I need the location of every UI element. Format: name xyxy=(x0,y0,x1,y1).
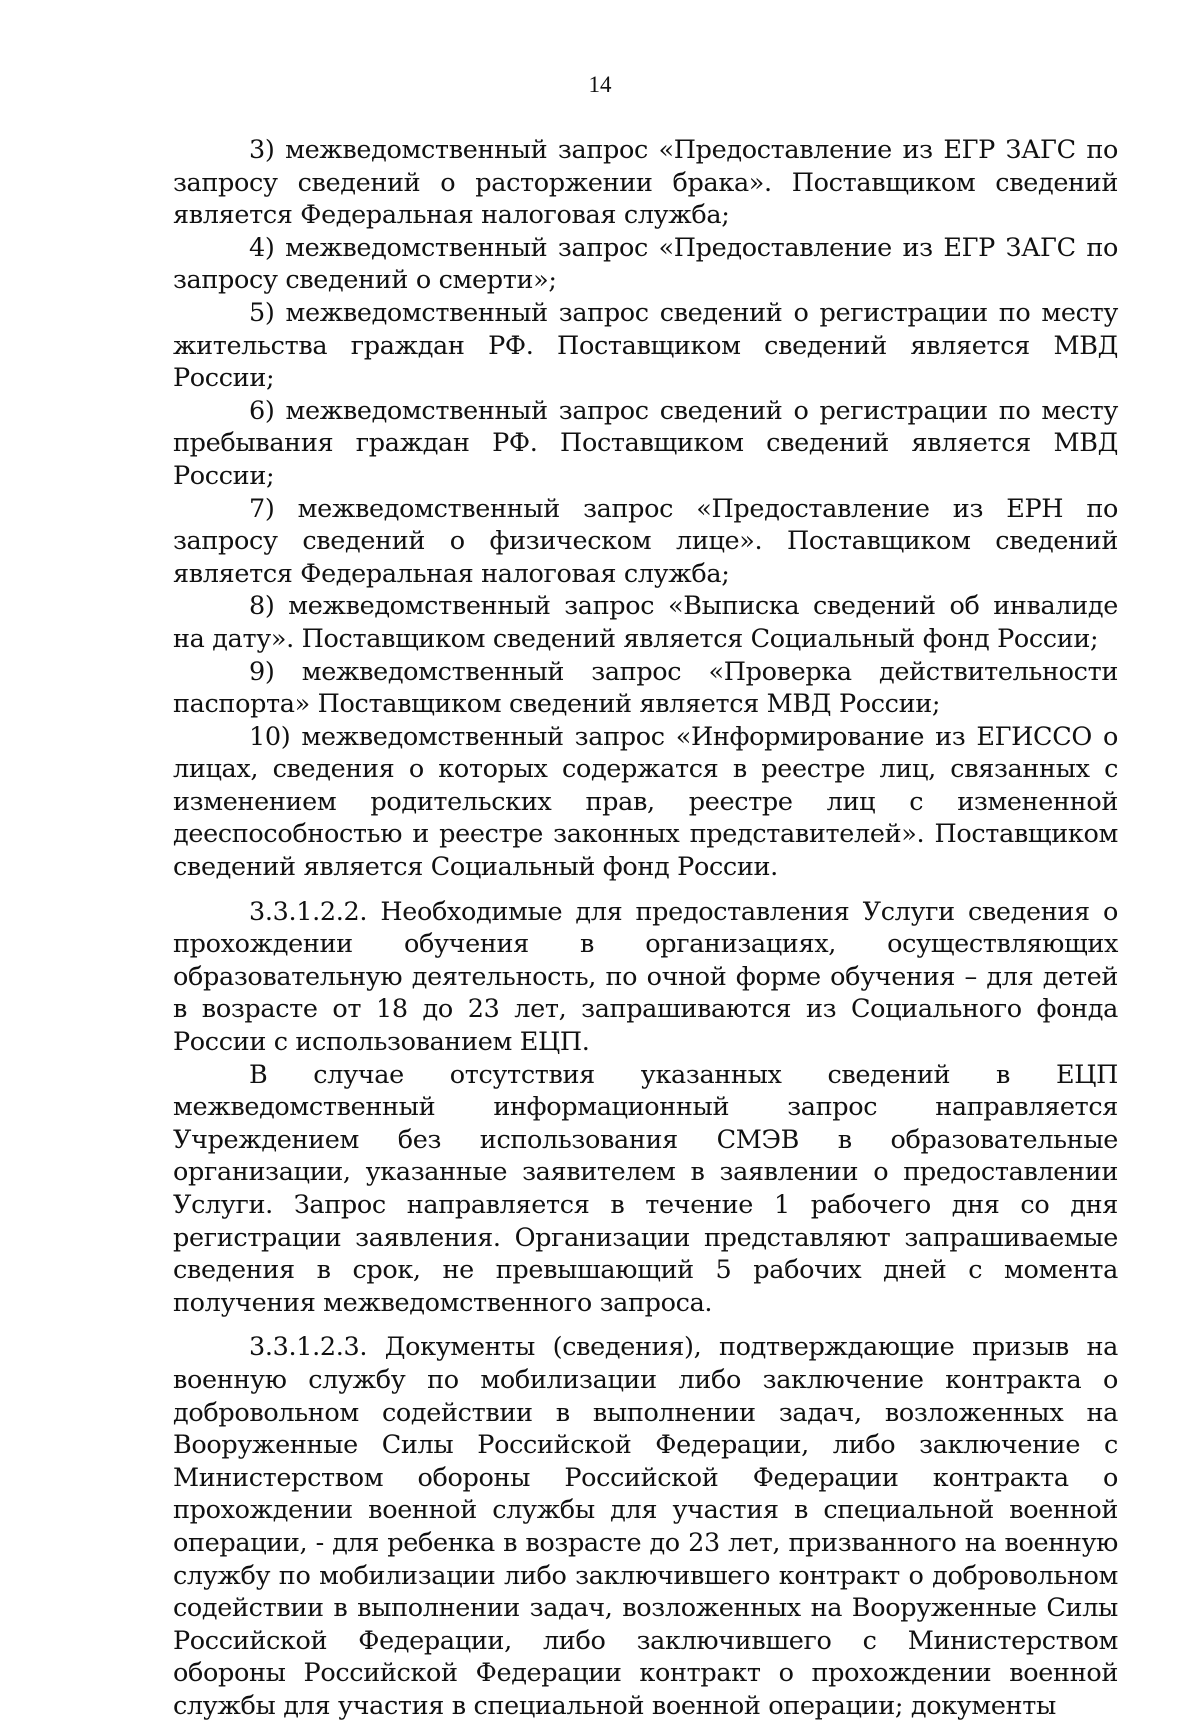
paragraph-3-3-1-2-2: 3.3.1.2.2. Необходимые для предоставления Услуги сведения о прохождении обучения в организациях, осуществляющих образовательную деятельность, по очной форме обучения – для детей в возрасте от 18 до 23 лет, запрашиваются из Социального фонда России с использованием ЕЦП. xyxy=(173,896,1118,1058)
paragraph-item-4: 4) межведомственный запрос «Предоставление из ЕГР ЗАГС по запросу сведений о смерти»; xyxy=(173,232,1118,296)
paragraph-item-9: 9) межведомственный запрос «Проверка действительности паспорта» Поставщиком сведений является МВД России; xyxy=(173,656,1118,720)
document-body xyxy=(173,134,1118,1723)
paragraph-item-7: 7) межведомственный запрос «Предоставление из ЕРН по запросу сведений о физическом лице». Поставщиком сведений является Федеральная налоговая служба; xyxy=(173,493,1118,589)
paragraph-3-3-1-2-3: 3.3.1.2.3. Документы (сведения), подтверждающие призыв на военную службу по мобилизации либо заключение контракта о добровольном содействии в выполнении задач, возложенных на Вооруженные Силы Российской Федерации, либо заключение с Министерством обороны Российской Федерации контракта о прохождении военной службы для участия в специальной военной операции, - для ребенка в возрасте до 23 лет, призванного на военную службу по мобилизации либо заключившего контракт о добровольном содействии в выполнении задач, возложенных на Вооруженные Силы Российской Федерации, либо заключившего с Министерством обороны Российской Федерации контракт о прохождении военной службы для участия в специальной военной операции; документы xyxy=(173,1332,1118,1721)
page-number: 14 xyxy=(588,72,612,97)
paragraph-item-6: 6) межведомственный запрос сведений о регистрации по месту пребывания граждан РФ. Поставщиком сведений является МВД России; xyxy=(173,395,1118,491)
paragraph-item-8: 8) межведомственный запрос «Выписка сведений об инвалиде на дату». Поставщиком сведений является Социальный фонд России; xyxy=(173,591,1118,654)
paragraph-item-5: 5) межведомственный запрос сведений о регистрации по месту жительства граждан РФ. Поставщиком сведений является МВД России; xyxy=(173,297,1118,394)
paragraph-item-3: 3) межведомственный запрос «Предоставление из ЕГР ЗАГС по запросу сведений о расторжении брака». Поставщиком сведений является Федеральная налоговая служба; xyxy=(173,135,1118,231)
paragraph-item-10: 10) межведомственный запрос «Информирование из ЕГИССО о лицах, сведения о которых содержатся в реестре лиц, связанных с изменением родительских прав, реестре лиц с измененной дееспособностью и реестре законных представителей». Поставщиком сведений является Социальный фонд России. xyxy=(173,721,1118,883)
paragraph-absence-case: В случае отсутствия указанных сведений в ЕЦП межведомственный информационный запрос направляется Учреждением без использования СМЭВ в образовательные организации, указанные заявителем в заявлении о предоставлении Услуги. Запрос направляется в течение 1 рабочего дня со дня регистрации заявления. Организации представляют запрашиваемые сведения в срок, не превышающий 5 рабочих дней с момента получения межведомственного запроса. xyxy=(173,1059,1118,1318)
